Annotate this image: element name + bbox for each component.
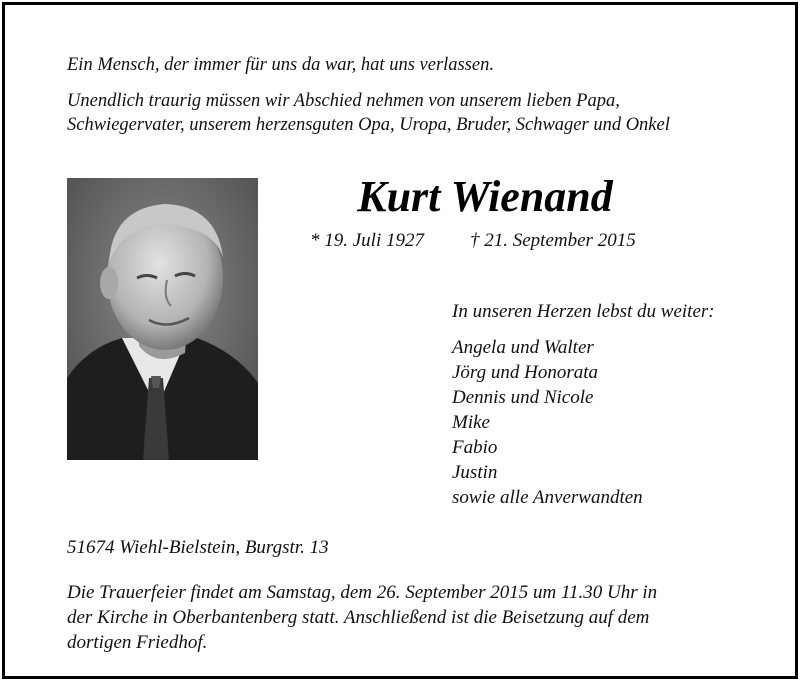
mourner-item: Angela und Walter (452, 337, 594, 358)
birth-date: * 19. Juli 1927 (310, 230, 424, 251)
portrait-photo-image (67, 178, 258, 460)
deceased-name: Kurt Wienand (357, 172, 613, 221)
mourner-item: Dennis und Nicole (452, 387, 594, 408)
mourner-item: Jörg und Honorata (452, 362, 599, 383)
death-date: † 21. September 2015 (470, 230, 636, 251)
ceremony-line-3: dortigen Friedhof. (67, 632, 208, 653)
mourner-item: Mike (452, 412, 490, 433)
portrait-photo (67, 178, 258, 460)
intro-line-1: Ein Mensch, der immer für uns da war, hat uns verlassen. (67, 55, 495, 75)
mourner-item: Justin (452, 462, 498, 483)
mourners-heading: In unseren Herzen lebst du weiter: (452, 301, 715, 322)
ceremony-line-1: Die Trauerfeier findet am Samstag, dem 26. September 2015 um 11.30 Uhr in (67, 582, 658, 603)
mourner-item: Fabio (452, 437, 498, 458)
address: 51674 Wiehl-Bielstein, Burgstr. 13 (67, 537, 329, 558)
intro-line-3: Schwiegervater, unserem herzensguten Opa, Uropa, Bruder, Schwager und Onkel (67, 115, 670, 135)
ceremony-line-2: der Kirche in Oberbantenberg statt. Anschließend ist die Beisetzung auf dem (67, 607, 650, 628)
mourner-item: sowie alle Anverwandten (452, 487, 643, 508)
mourners-list (452, 335, 643, 510)
intro-line-2: Unendlich traurig müssen wir Abschied nehmen von unserem lieben Papa, (67, 91, 620, 111)
